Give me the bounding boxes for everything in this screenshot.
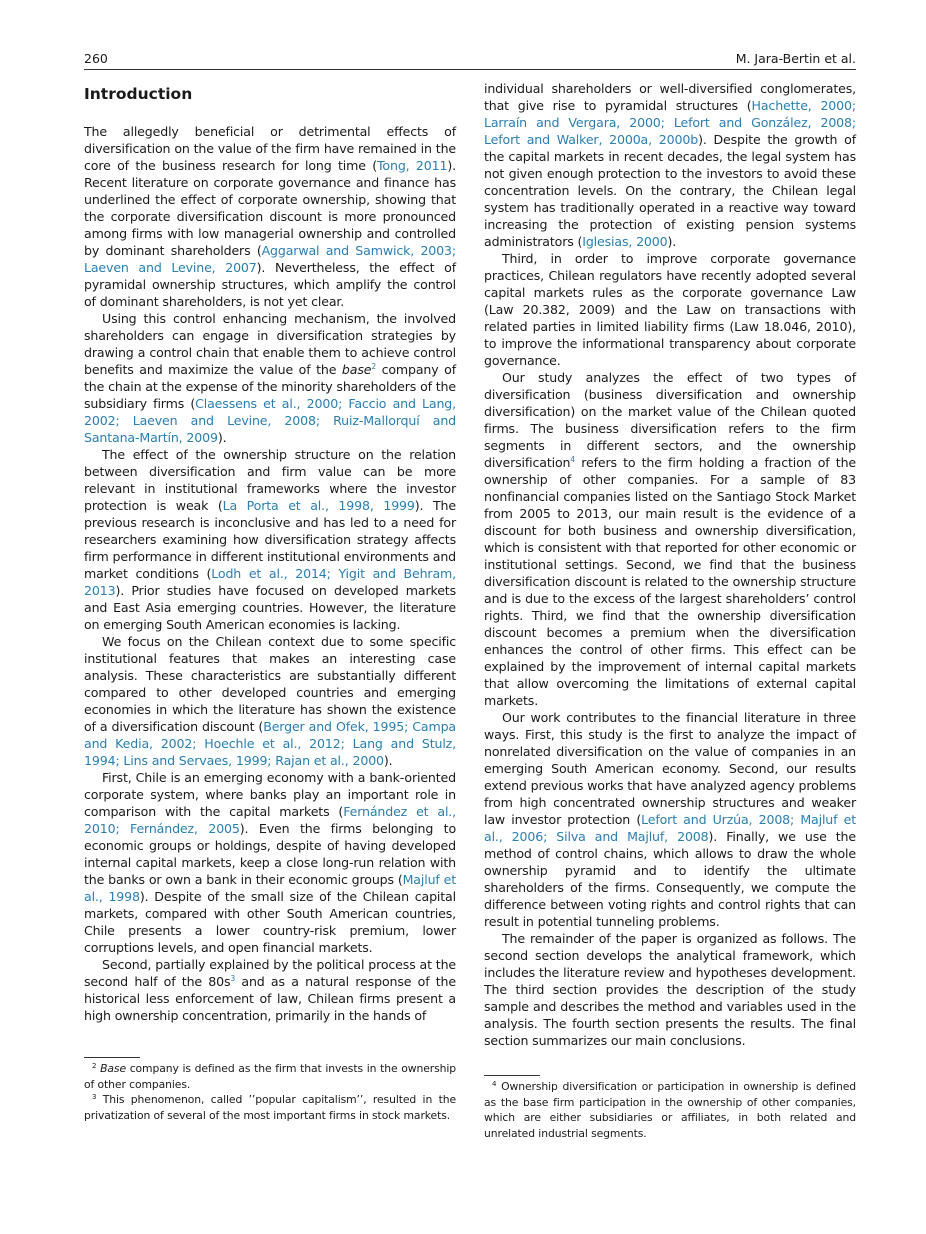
citation-link[interactable]: Claessens et al., 2000; Faccio and Lang, 2002; Laeven and Levine, 2008; Ruiz-Mallorquí and Santana-Martín, 2009 [84, 396, 456, 445]
paragraph-3: The effect of the ownership structure on the relation between diversification and firm value can be more relevant in institutional frameworks where the investor protection is weak (La Porta et al., 1998, 1999). The previous research is inconclusive and has led to a need for researchers examining how diversification strategy affects firm performance in different institutional environments and market conditions (Lodh et al., 2014; Yigit and Behram, 2013). Prior studies have focused on developed markets and East Asia emerging countries. However, the literature on emerging South American economies is lacking. [84, 447, 457, 632]
paragraph-2: Using this control enhancing mechanism, the involved shareholders can engage in diversification strategies by drawing a control chain that enable them to achieve control benefits and maximize the value of the base$^2$ company of the chain at the expense of the minority shareholders of the subsidiary firms (Claessens et al., 2000; Faccio and Lang, 2002; Laeven and Levine, 2008; Ruiz-Mallorquí and Santana-Martín, 2009). [84, 311, 456, 445]
paragraph-4: We focus on the Chilean context due to some specific institutional features that makes an interesting case analysis. These characteristics are substantially different compared to other developed countries and emerging economies in which the literature has shown the existence of a diversification discount (Berger and Ofek, 1995; Campa and Kedia, 2002; Hoechle et al., 2012; Lang and Stulz, 1994; Lins and Servaes, 1999; Rajan et al., 2000). [84, 634, 456, 768]
footnote-4: $^4$ Ownership diversification or participation in ownership is defined as the base firm participation in the ownership of other companies, which are either subsidiaries or affiliates, in both related and unrelated industrial segments. [484, 1080, 856, 1140]
footnotes-right [484, 1075, 856, 1141]
citation-link[interactable]: Aggarwal and Samwick, 2003; Laeven and Levine, 2007 [84, 243, 456, 275]
footnote-rule [484, 1075, 540, 1076]
citation-link[interactable]: La Porta et al., 1998, 1999 [222, 498, 415, 513]
footnotes-left [84, 1057, 456, 1123]
paragraph-1: The allegedly beneficial or detrimental effects of diversification on the value of the firm have remained in the core of the business research for long time (Tong, 2011). Recent literature on corporate governance and finance has underlined the effect of corporate ownership, showing that the corporate diversification discount is more pronounced among firms with low managerial ownership and controlled by dominant shareholders (Aggarwal and Samwick, 2003; Laeven and Levine, 2007). Nevertheless, the effect of pyramidal ownership structures, which amplify the control of dominant shareholders, is not yet clear. [84, 124, 456, 309]
paragraph-7: individual shareholders or well-diversified conglomerates, that give rise to pyramidal structures (Hachette, 2000; Larraín and Vergara, 2000; Lefort and González, 2008; Lefort and Walker, 2000a, 2000b). Despite the growth of the capital markets in recent decades, the legal system has not given enough protection to the investors to avoid these concentration levels. On the contrary, the Chilean legal system has traditionally operated in a reactive way toward increasing the protection of existing pension systems administrators (Iglesias, 2000). [484, 81, 856, 249]
left-column [84, 80, 456, 1024]
paragraph-6: Second, partially explained by the political process at the second half of the 80s$^3$ and as a natural response of the historical less enforcement of law, Chilean firms present a high ownership concentration, primarily in the hands of [84, 957, 456, 1023]
page-number: 260 [84, 51, 108, 66]
running-header [84, 49, 856, 70]
citation-link[interactable]: Hachette, 2000; Larraín and Vergara, 2000; Lefort and González, 2008; Lefort and Walker, 2000a, 2000b [484, 98, 856, 147]
citation-link[interactable]: Lodh et al., 2014; Yigit and Behram, 2013 [84, 566, 457, 598]
footnote-2: $^2$ Base company is defined as the firm that invests in the ownership of other companies. [84, 1062, 456, 1091]
citation-link[interactable]: Majluf et al., 1998 [84, 872, 456, 904]
paragraph-10: Our work contributes to the financial literature in three ways. First, this study is the first to analyze the impact of nonrelated diversification on the value of companies in an emerging South American economy. Second, our results extend previous works that have analyzed agency problems from high concentrated ownership structures and weaker law investor protection (Lefort and Urzúa, 2008; Majluf et al., 2006; Silva and Majluf, 2008). Finally, we use the method of control chains, which allows to draw the whole ownership pyramid and to identify the ultimate shareholders of the firms. Consequently, we compute the difference between voting rights and control rights that can result in potential tunneling problems. [484, 710, 856, 929]
citation-link[interactable]: Fernández et al., 2010; Fernández, 2005 [84, 804, 456, 836]
paragraph-8: Third, in order to improve corporate governance practices, Chilean regulators have recently adopted several capital markets rules as the corporate governance Law (Law 20.382, 2009) and the Law on transactions with related parties in limited liability firms (Law 18.046, 2010), to improve the informational transparency about corporate governance. [484, 251, 856, 368]
section-title: Introduction [84, 85, 193, 103]
citation-link[interactable]: Lefort and Urzúa, 2008; Majluf et al., 2006; Silva and Majluf, 2008 [484, 812, 856, 844]
running-authors: M. Jara-Bertin et al. [735, 51, 856, 66]
paragraph-9: Our study analyzes the effect of two types of diversification (business diversification and ownership diversification) on the market value of the Chilean quoted firms. The business diversification refers to the firm segments in different sectors, and the ownership diversification$^4$ refers to the firm holding a fraction of the ownership of other companies. For a sample of 83 nonfinancial companies listed on the Santiago Stock Market from 2005 to 2013, our main result is the evidence of a discount for both business and ownership diversification, which is consistent with that reported for other economic or institutional settings. Second, we find that the business diversification discount is related to the ownership structure and is due to the excess of the largest shareholders’ control rights. Third, we find that the ownership diversification discount becomes a premium when the diversification enhances the control of other firms. This effect can be explained by the improvement of internal capital markets that allow overcoming the limitations of external capital markets. [484, 370, 856, 708]
emphasis-text: base [341, 362, 372, 377]
paragraph-11: The remainder of the paper is organized as follows. The second section develops the analytical framework, which includes the literature review and hypotheses development. The third section provides the description of the study sample and describes the method and variables used in the analysis. The fourth section presents the results. The final section summarizes our main conclusions. [484, 931, 856, 1048]
footnote-ref-3[interactable]: 3 [230, 974, 236, 983]
citation-link[interactable]: Tong, 2011 [377, 158, 448, 173]
footnote-ref-2[interactable]: 2 [371, 362, 376, 371]
footnote-3: $^3$ This phenomenon, called ’’popular capitalism’’, resulted in the privatization of several of the most important firms in stock markets. [84, 1093, 456, 1122]
paragraph-5: First, Chile is an emerging economy with a bank-oriented corporate system, where banks play an important role in comparison with the capital markets (Fernández et al., 2010; Fernández, 2005). Even the firms belonging to economic groups or holdings, despite of having developed internal capital markets, keep a close long-run relation with the banks or own a bank in their economic groups (Majluf et al., 1998). Despite of the small size of the Chilean capital markets, compared with other South American countries, Chile presents a lower country-risk premium, lower corruptions levels, and open financial markets. [84, 770, 457, 955]
footnote-rule [84, 1057, 140, 1058]
right-column [484, 80, 856, 1049]
citation-link[interactable]: Berger and Ofek, 1995; Campa and Kedia, 2002; Hoechle et al., 2012; Lang and Stulz, 1994; Lins and Servaes, 1999; Rajan et al., 2000 [84, 719, 456, 768]
footnote-ref-4[interactable]: 4 [570, 455, 576, 464]
citation-link[interactable]: Iglesias, 2000 [582, 234, 668, 249]
